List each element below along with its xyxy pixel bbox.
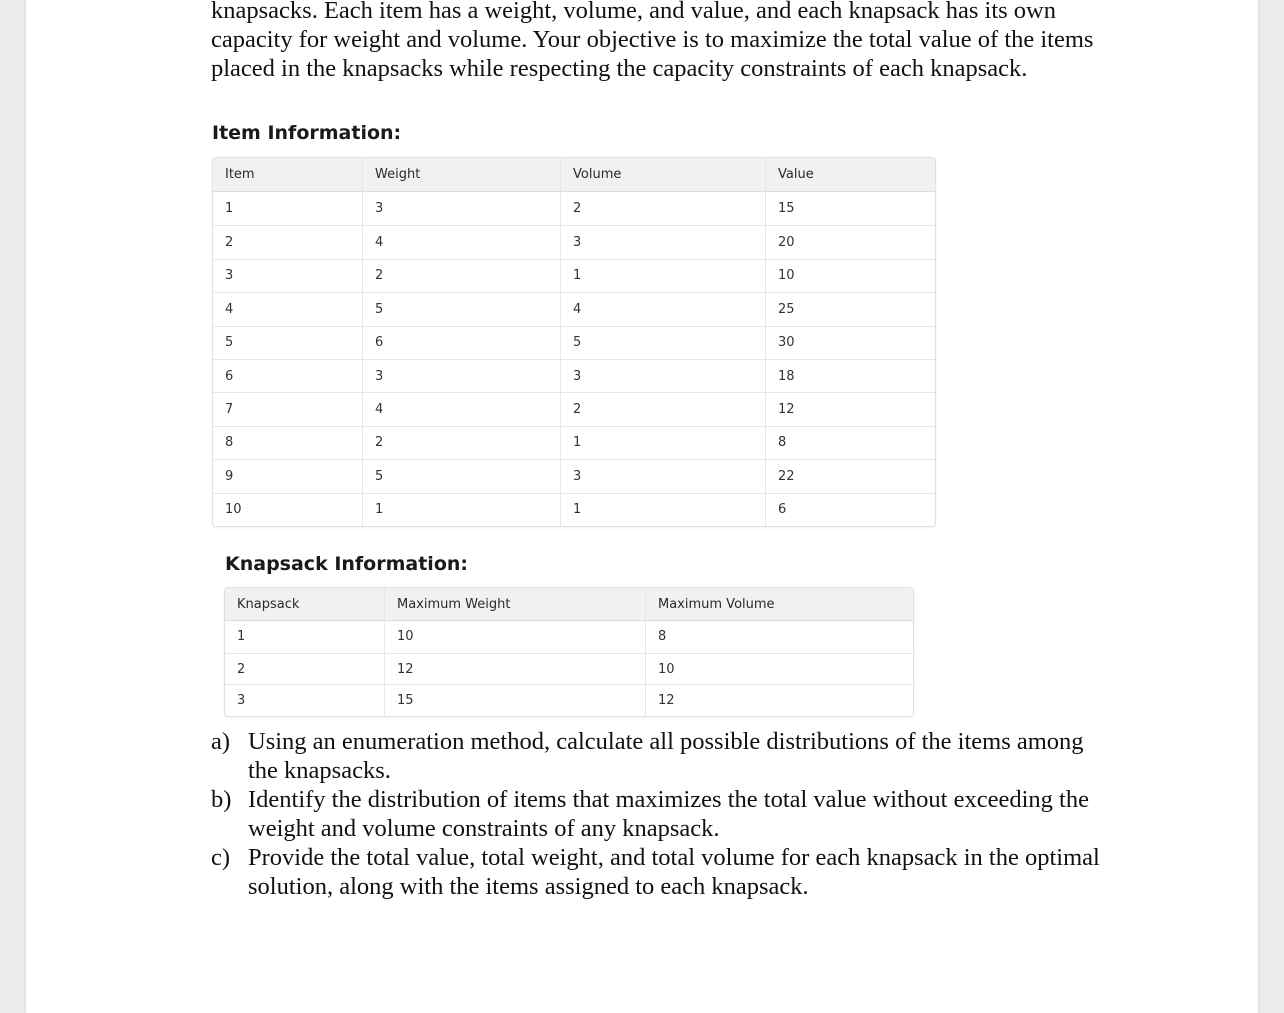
volume-cell: 1 — [561, 493, 766, 526]
weight-cell: 2 — [363, 259, 561, 292]
question-item — [211, 843, 1111, 901]
knapsack-cell: 1 — [225, 621, 385, 653]
item-cell: 5 — [213, 326, 363, 359]
question-list — [211, 727, 1111, 901]
question-marker: b) — [211, 786, 232, 813]
question-marker: c) — [211, 844, 231, 871]
table-row — [213, 192, 935, 225]
column-header-maximum-weight: Maximum Weight — [385, 588, 646, 621]
value-cell: 10 — [766, 259, 935, 292]
table-row — [225, 653, 913, 685]
column-header-knapsack: Knapsack — [225, 588, 385, 621]
volume-cell: 4 — [561, 292, 766, 325]
volume-cell: 2 — [561, 192, 766, 225]
weight-cell: 5 — [363, 292, 561, 325]
table-row — [213, 225, 935, 258]
table-row — [213, 493, 935, 526]
item-information-heading: Item Information: — [212, 122, 402, 144]
value-cell: 12 — [766, 392, 935, 425]
item-cell: 7 — [213, 392, 363, 425]
volume-cell: 1 — [561, 426, 766, 459]
knapsack-cell: 3 — [225, 684, 385, 716]
item-cell: 4 — [213, 292, 363, 325]
question-marker: a) — [211, 728, 231, 755]
intro-paragraph — [211, 0, 1109, 83]
max-volume-cell: 10 — [646, 653, 913, 685]
weight-cell: 2 — [363, 426, 561, 459]
table-row — [225, 621, 913, 653]
column-header-value: Value — [766, 158, 935, 192]
item-cell: 2 — [213, 225, 363, 258]
table-row — [213, 459, 935, 492]
volume-cell: 1 — [561, 259, 766, 292]
column-header-volume: Volume — [561, 158, 766, 192]
value-cell: 6 — [766, 493, 935, 526]
question-text: Using an enumeration method, calculate all possible distributions of the items among the knapsacks. — [248, 728, 1084, 784]
value-cell: 20 — [766, 225, 935, 258]
column-header-weight: Weight — [363, 158, 561, 192]
max-weight-cell: 10 — [385, 621, 646, 653]
question-text: Provide the total value, total weight, and total volume for each knapsack in the optimal solution, along with the items assigned to each knapsack. — [248, 844, 1100, 900]
question-item — [211, 785, 1111, 843]
table-row — [213, 292, 935, 325]
value-cell: 22 — [766, 459, 935, 492]
table-header-row — [225, 588, 913, 621]
item-cell: 6 — [213, 359, 363, 392]
table-header-row — [213, 158, 935, 192]
table-row — [225, 684, 913, 716]
value-cell: 15 — [778, 201, 795, 217]
intro-line: capacity for weight and volume. Your objective is to maximize the total value of the items — [211, 26, 1094, 53]
item-cell: 10 — [213, 493, 363, 526]
volume-cell: 3 — [561, 459, 766, 492]
knapsack-information-heading: Knapsack Information: — [225, 553, 468, 575]
weight-cell: 6 — [363, 326, 561, 359]
weight-cell: 5 — [363, 459, 561, 492]
question-text: Identify the distribution of items that maximizes the total value without exceeding the weight and volume constraints of any knapsack. — [248, 786, 1089, 842]
item-cell: 1 — [213, 192, 363, 225]
max-weight-cell: 12 — [385, 653, 646, 685]
volume-cell: 2 — [561, 392, 766, 425]
knapsack-cell: 2 — [225, 653, 385, 685]
max-volume-cell: 8 — [658, 629, 667, 645]
value-cell: 8 — [766, 426, 935, 459]
table-row — [213, 426, 935, 459]
max-volume-cell: 12 — [646, 684, 913, 716]
item-cell: 3 — [213, 259, 363, 292]
table-row — [213, 326, 935, 359]
weight-cell: 3 — [363, 359, 561, 392]
column-header-maximum-volume: Maximum Volume — [646, 588, 913, 621]
document-page — [26, 0, 1258, 1013]
weight-cell: 1 — [363, 493, 561, 526]
weight-cell: 3 — [363, 192, 561, 225]
volume-cell: 3 — [561, 359, 766, 392]
item-information-table — [212, 157, 936, 527]
weight-cell: 4 — [363, 225, 561, 258]
question-item — [211, 727, 1111, 785]
knapsack-information-table — [224, 587, 914, 717]
volume-cell: 3 — [561, 225, 766, 258]
item-cell: 8 — [213, 426, 363, 459]
column-header-item: Item — [213, 158, 363, 192]
value-cell: 18 — [766, 359, 935, 392]
intro-line: knapsacks. Each item has a weight, volume, and value, and each knapsack has its own — [211, 0, 1056, 24]
weight-cell: 4 — [363, 392, 561, 425]
value-cell: 25 — [766, 292, 935, 325]
table-row — [213, 392, 935, 425]
intro-line: placed in the knapsacks while respecting the capacity constraints of each knapsack. — [211, 55, 1028, 82]
table-row — [213, 359, 935, 392]
table-row — [213, 259, 935, 292]
max-weight-cell: 15 — [385, 684, 646, 716]
item-cell: 9 — [213, 459, 363, 492]
value-cell: 30 — [766, 326, 935, 359]
volume-cell: 5 — [561, 326, 766, 359]
